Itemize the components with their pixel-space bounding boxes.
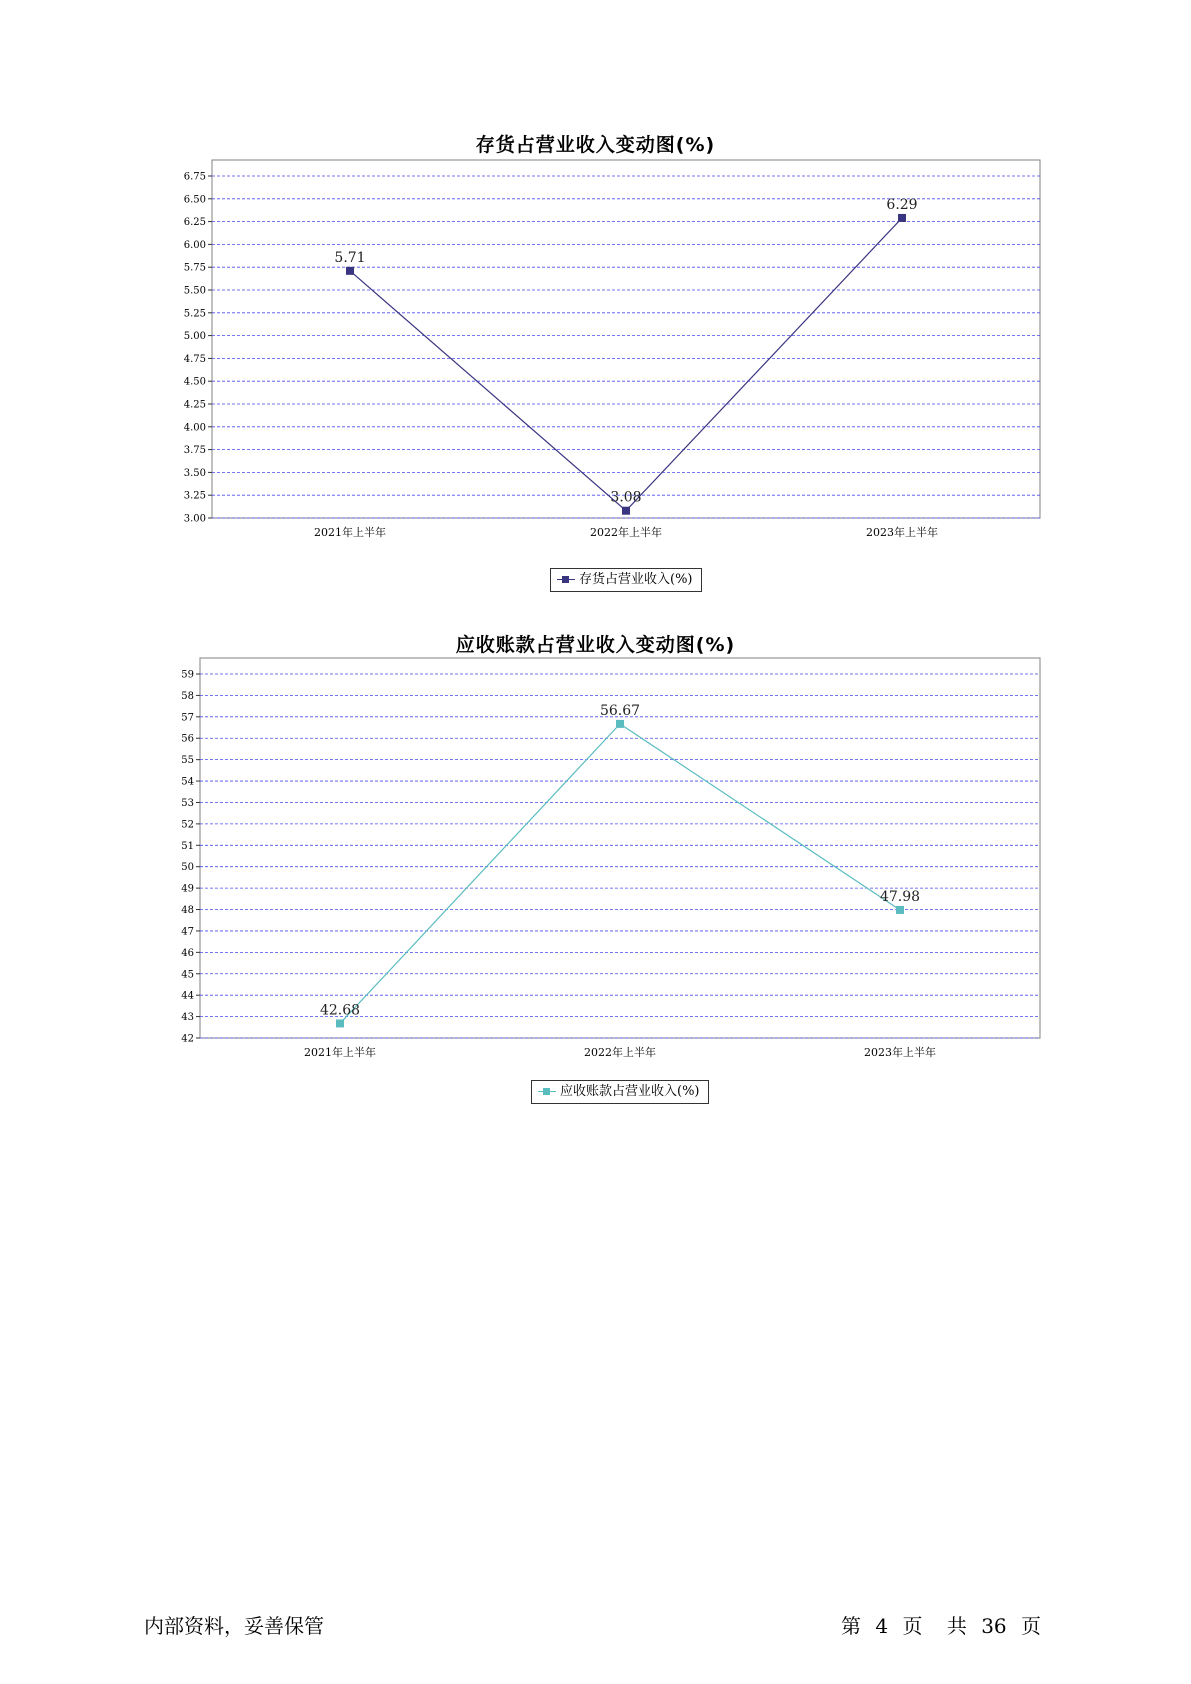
legend-swatch [538, 1087, 556, 1097]
x-tick-label: 2021年上半年 [314, 526, 386, 539]
y-tick-label: 58 [181, 690, 194, 702]
y-tick-label: 55 [181, 755, 194, 767]
inventory-chart [0, 130, 1191, 600]
data-point [616, 720, 624, 728]
x-tick-label: 2022年上半年 [590, 526, 662, 539]
chart-title: 应收账款占营业收入变动图(%) [455, 634, 736, 656]
y-tick-label: 46 [181, 947, 194, 959]
data-label: 5.71 [334, 249, 366, 266]
receivables-chart [0, 630, 1191, 1099]
data-point [622, 507, 630, 515]
chart-legend [531, 1080, 709, 1104]
x-tick-label: 2021年上半年 [304, 1046, 376, 1059]
y-tick-label: 52 [181, 819, 194, 831]
x-tick-label: 2022年上半年 [584, 1046, 656, 1059]
legend-label: 应收账款占营业收入(%) [560, 1084, 700, 1099]
y-tick-label: 43 [181, 1012, 194, 1024]
legend-swatch [557, 575, 575, 585]
page-indicator [833, 1610, 1041, 1639]
page-suffix: 页 [902, 1614, 923, 1638]
y-tick-label: 54 [181, 776, 194, 788]
y-tick-label: 50 [181, 862, 194, 874]
y-tick-label: 44 [181, 990, 194, 1002]
y-tick-label: 53 [181, 797, 194, 809]
y-tick-label: 5.00 [183, 331, 206, 343]
y-tick-label: 3.50 [183, 467, 206, 479]
page-number: 4 [875, 1614, 889, 1638]
data-point [346, 267, 354, 275]
y-tick-label: 4.00 [183, 422, 206, 434]
data-label: 6.29 [886, 196, 918, 213]
y-tick-label: 6.25 [183, 217, 206, 229]
total-prefix: 共 [946, 1614, 967, 1638]
data-point [896, 906, 904, 914]
y-tick-label: 51 [181, 840, 194, 852]
data-label: 56.67 [599, 702, 641, 719]
chart-legend [550, 568, 702, 592]
y-tick-label: 42 [181, 1033, 194, 1045]
chart-title: 存货占营业收入变动图(%) [475, 134, 716, 156]
data-point [336, 1019, 344, 1027]
y-tick-label: 56 [181, 733, 194, 745]
data-label: 3.08 [610, 489, 642, 506]
total-pages: 36 [981, 1614, 1007, 1638]
y-tick-label: 59 [181, 669, 194, 681]
y-tick-label: 4.75 [183, 353, 206, 365]
inventory-chart-plot [0, 130, 1191, 600]
y-tick-label: 57 [181, 712, 194, 724]
data-label: 47.98 [879, 888, 921, 905]
plot-area [212, 160, 1040, 518]
y-tick-label: 6.75 [183, 171, 206, 183]
y-tick-label: 5.75 [183, 262, 206, 274]
y-tick-label: 3.25 [183, 490, 206, 502]
y-tick-label: 47 [181, 926, 194, 938]
page-prefix: 第 [841, 1614, 862, 1638]
x-tick-label: 2023年上半年 [866, 526, 938, 539]
y-tick-label: 5.25 [183, 308, 206, 320]
y-tick-label: 5.50 [183, 285, 206, 297]
y-tick-label: 4.50 [183, 376, 206, 388]
y-tick-label: 45 [181, 969, 194, 981]
y-tick-label: 3.00 [183, 513, 206, 525]
y-tick-label: 48 [181, 905, 194, 917]
y-tick-label: 6.00 [183, 239, 206, 251]
data-label: 42.68 [319, 1002, 361, 1019]
y-tick-label: 49 [181, 883, 194, 895]
y-tick-label: 6.50 [183, 194, 206, 206]
legend-label: 存货占营业收入(%) [579, 572, 693, 587]
receivables-chart-plot [0, 630, 1191, 1090]
x-tick-label: 2023年上半年 [864, 1046, 936, 1059]
data-point [898, 214, 906, 222]
y-tick-label: 4.25 [183, 399, 206, 411]
y-tick-label: 3.75 [183, 445, 206, 457]
confidential-note: 内部资料，妥善保管 [144, 1614, 324, 1638]
total-suffix: 页 [1021, 1614, 1041, 1638]
